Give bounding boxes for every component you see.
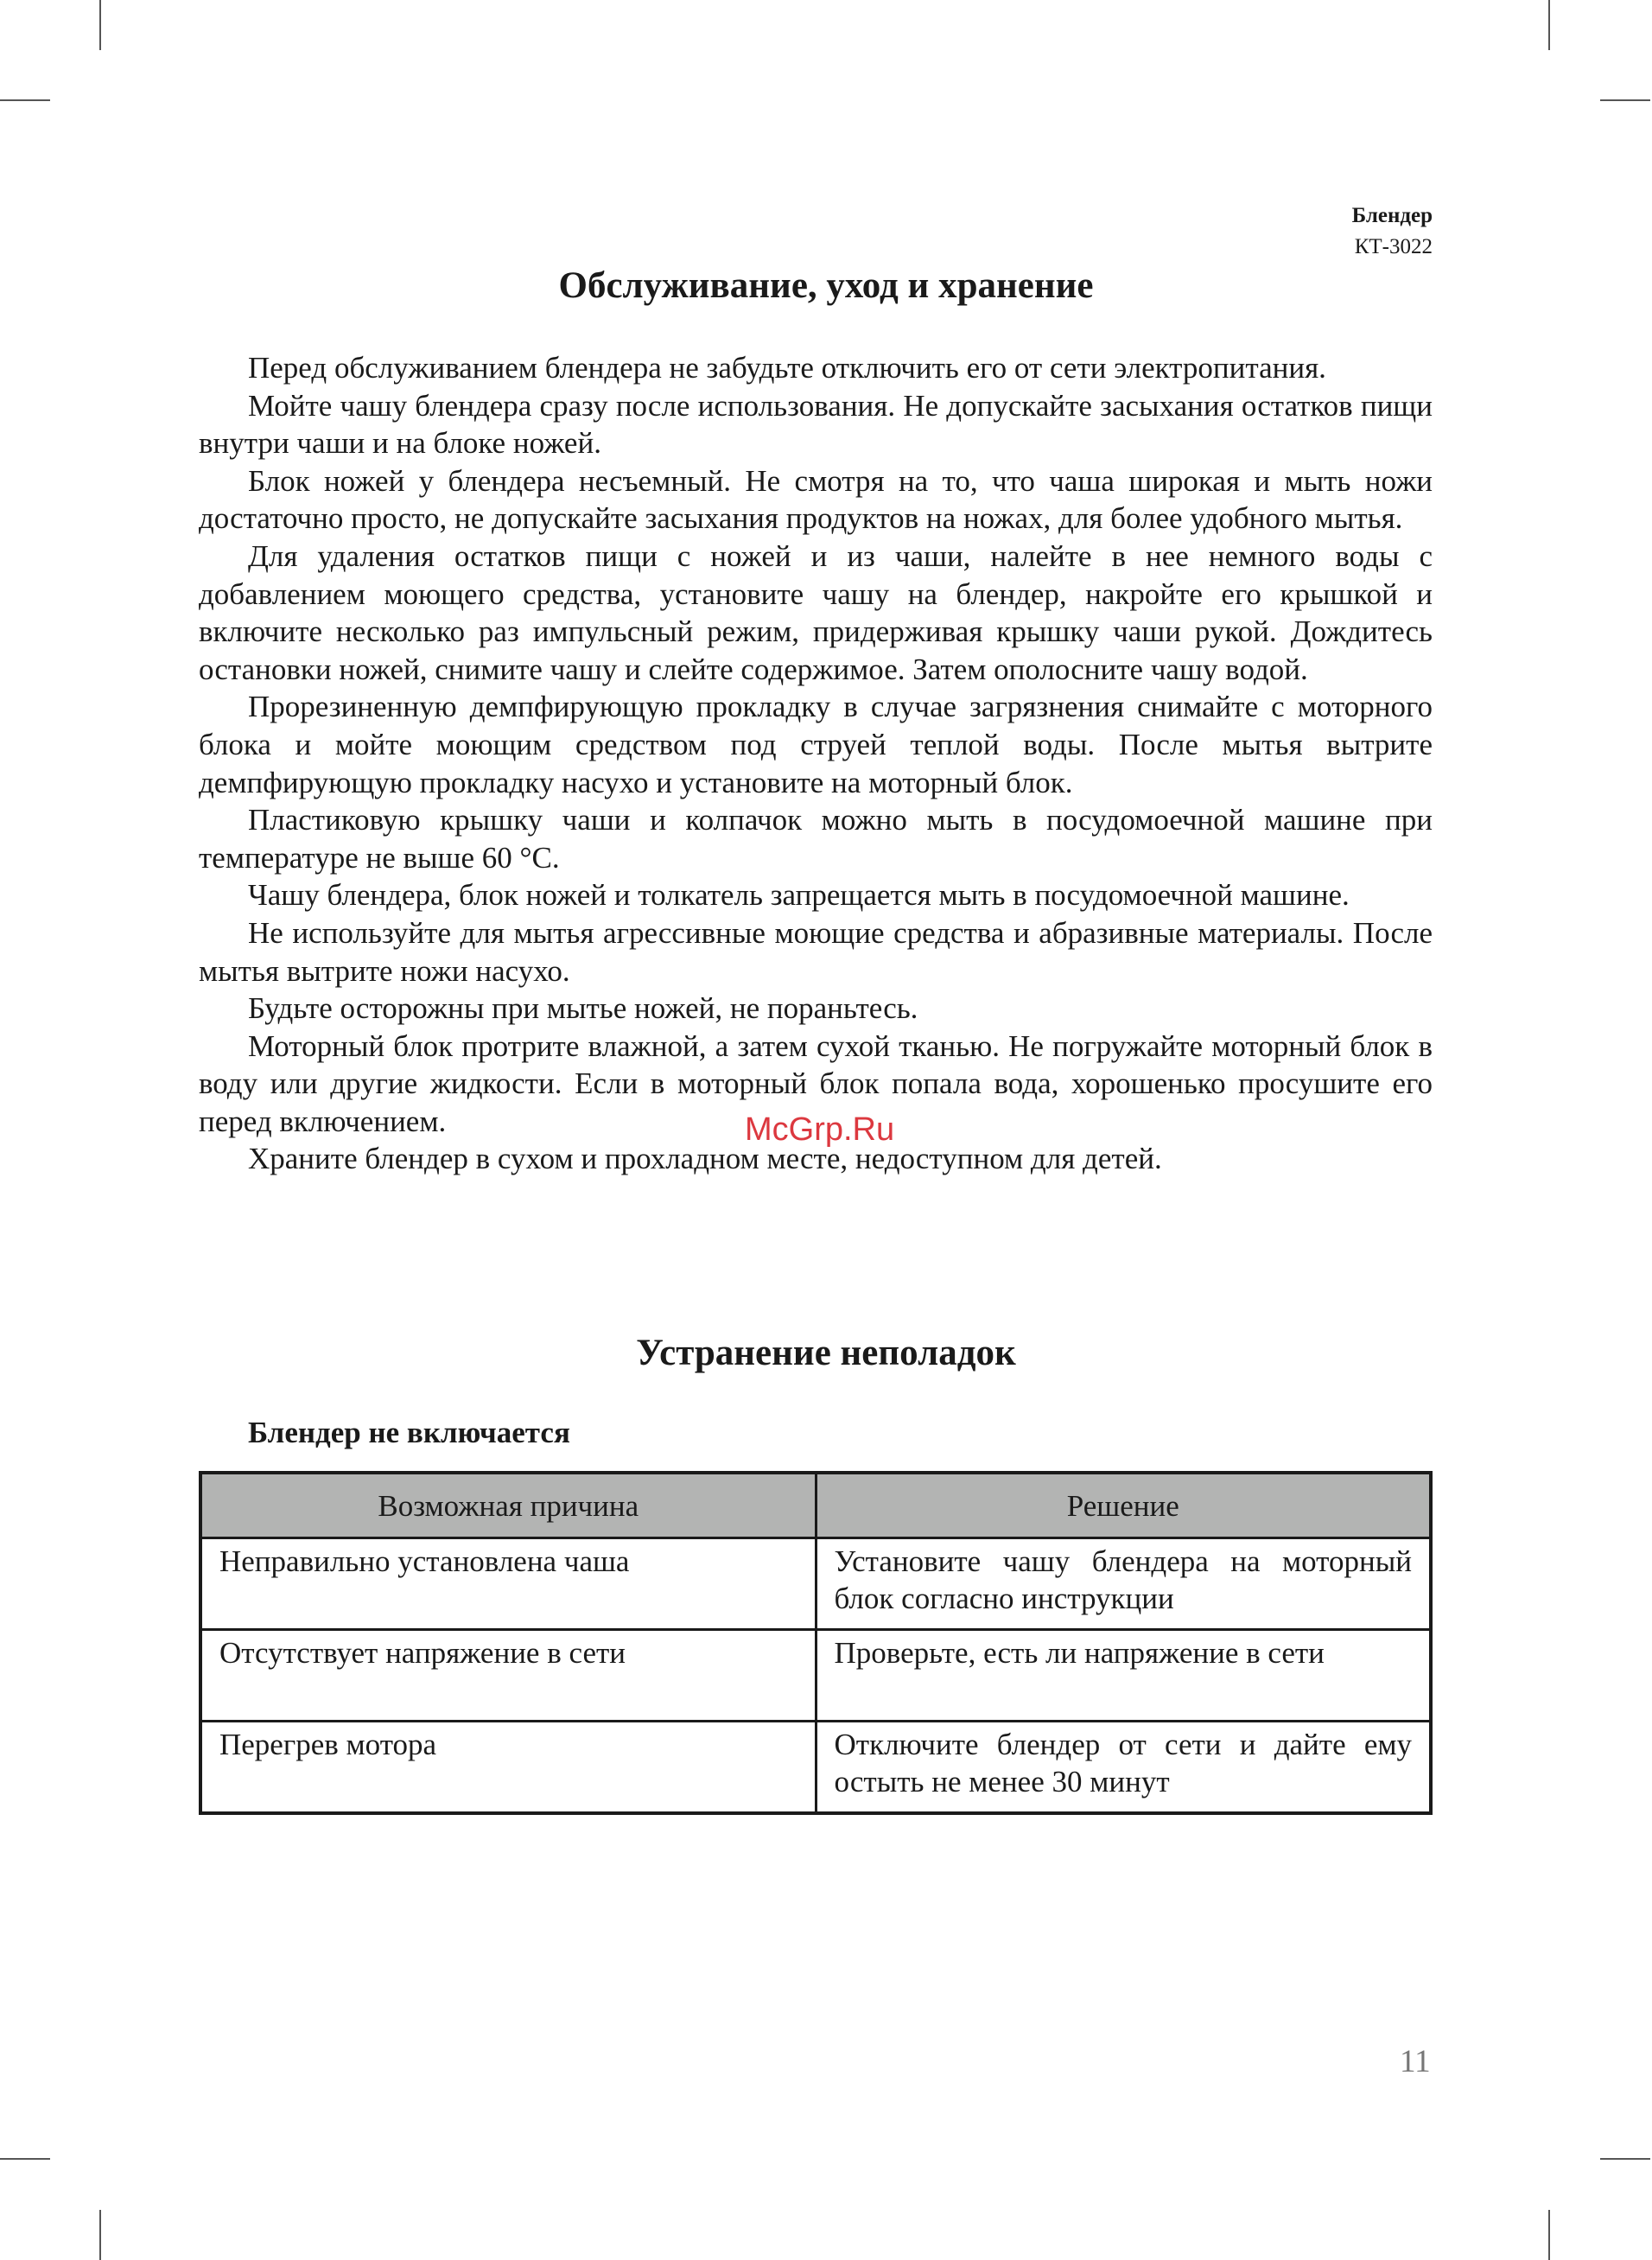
solution-cell: Установите чашу блендера на моторный блок согласно инструкции: [816, 1538, 1431, 1630]
table-row: [200, 1722, 1431, 1814]
table-row: [200, 1538, 1431, 1630]
troubleshooting-table: [199, 1471, 1433, 1815]
paragraph: Мойте чашу блендера сразу после использования. Не допускайте засыхания остатков пищи внутри чаши и на блоке ножей.: [199, 388, 1433, 461]
cause-cell: Неправильно установлена чаша: [200, 1538, 816, 1630]
paragraph: Чашу блендера, блок ножей и толкатель запрещается мыть в посудомоечной машине.: [248, 878, 1350, 913]
solution-cell: Проверьте, есть ли напряжение в сети: [816, 1630, 1431, 1722]
section-title-troubleshooting: Устранение неполадок: [636, 1333, 1016, 1373]
solution-cell: Отключите блендер от сети и дайте ему остыть не менее 30 минут: [816, 1722, 1431, 1814]
crop-mark: [1548, 2210, 1550, 2260]
crop-mark: [99, 0, 101, 50]
column-header-cause: Возможная причина: [200, 1473, 816, 1538]
section-title-maintenance: Обслуживание, уход и хранение: [558, 265, 1094, 306]
table-header-row: [200, 1473, 1431, 1538]
paragraph: Пластиковую крышку чаши и колпачок можно мыть в посудомоечной машине при температуре не выше 60 °С.: [199, 803, 1433, 875]
header-model: КТ-3022: [1354, 235, 1433, 258]
crop-mark: [99, 2210, 101, 2260]
paragraph: Блок ножей у блендера несъемный. Не смотря на то, что чаша широкая и мыть ножи достаточно просто, не допускайте засыхания продуктов на ножах, для более удобного мытья.: [199, 463, 1433, 536]
crop-mark: [1600, 99, 1650, 101]
paragraph: Для удаления остатков пищи с ножей и из чаши, налейте в нее немного воды с добавлением моющего средства, установите чашу на блендер, накройте его крышкой и включите несколько раз импульсный режим, придерживая крышку чаши рукой. Дождитесь остановки ножей, снимите чашу и слейте содержимое. Затем ополосните чашу водой.: [199, 538, 1433, 686]
cause-cell: Отсутствует напряжение в сети: [200, 1630, 816, 1722]
maintenance-body: [199, 349, 1433, 1178]
table-row: [200, 1630, 1431, 1722]
header-product: Блендер: [1351, 204, 1433, 227]
subheading: Блендер не включается: [248, 1416, 570, 1449]
cause-cell: Перегрев мотора: [200, 1722, 816, 1814]
crop-mark: [0, 99, 50, 101]
watermark: McGrp.Ru: [745, 1111, 895, 1148]
paragraph: Храните блендер в сухом и прохладном месте, недоступном для детей.: [248, 1142, 1162, 1176]
paragraph: Моторный блок протрите влажной, а затем сухой тканью. Не погружайте моторный блок в воду или другие жидкости. Если в моторный блок попала вода, хорошенько просушите его перед включением.: [199, 1028, 1433, 1138]
paragraph: Не используйте для мытья агрессивные моющие средства и абразивные материалы. После мытья вытрите ножи насухо.: [199, 915, 1433, 988]
crop-mark: [1600, 2158, 1650, 2160]
paragraph: Прорезиненную демпфирующую прокладку в случае загрязнения снимайте с моторного блока и мойте моющим средством под струей теплой воды. После мытья вытрите демпфирующую прокладку насухо и установите на моторный блок.: [199, 690, 1433, 799]
running-header: [1352, 201, 1433, 263]
paragraph: Перед обслуживанием блендера не забудьте отключить его от сети электропитания.: [248, 351, 1326, 385]
crop-mark: [0, 2158, 50, 2160]
paragraph: Будьте осторожны при мытье ножей, не пораньтесь.: [248, 991, 918, 1026]
crop-mark: [1548, 0, 1550, 50]
page-number: 11: [1400, 2044, 1431, 2079]
column-header-solution: Решение: [816, 1473, 1431, 1538]
